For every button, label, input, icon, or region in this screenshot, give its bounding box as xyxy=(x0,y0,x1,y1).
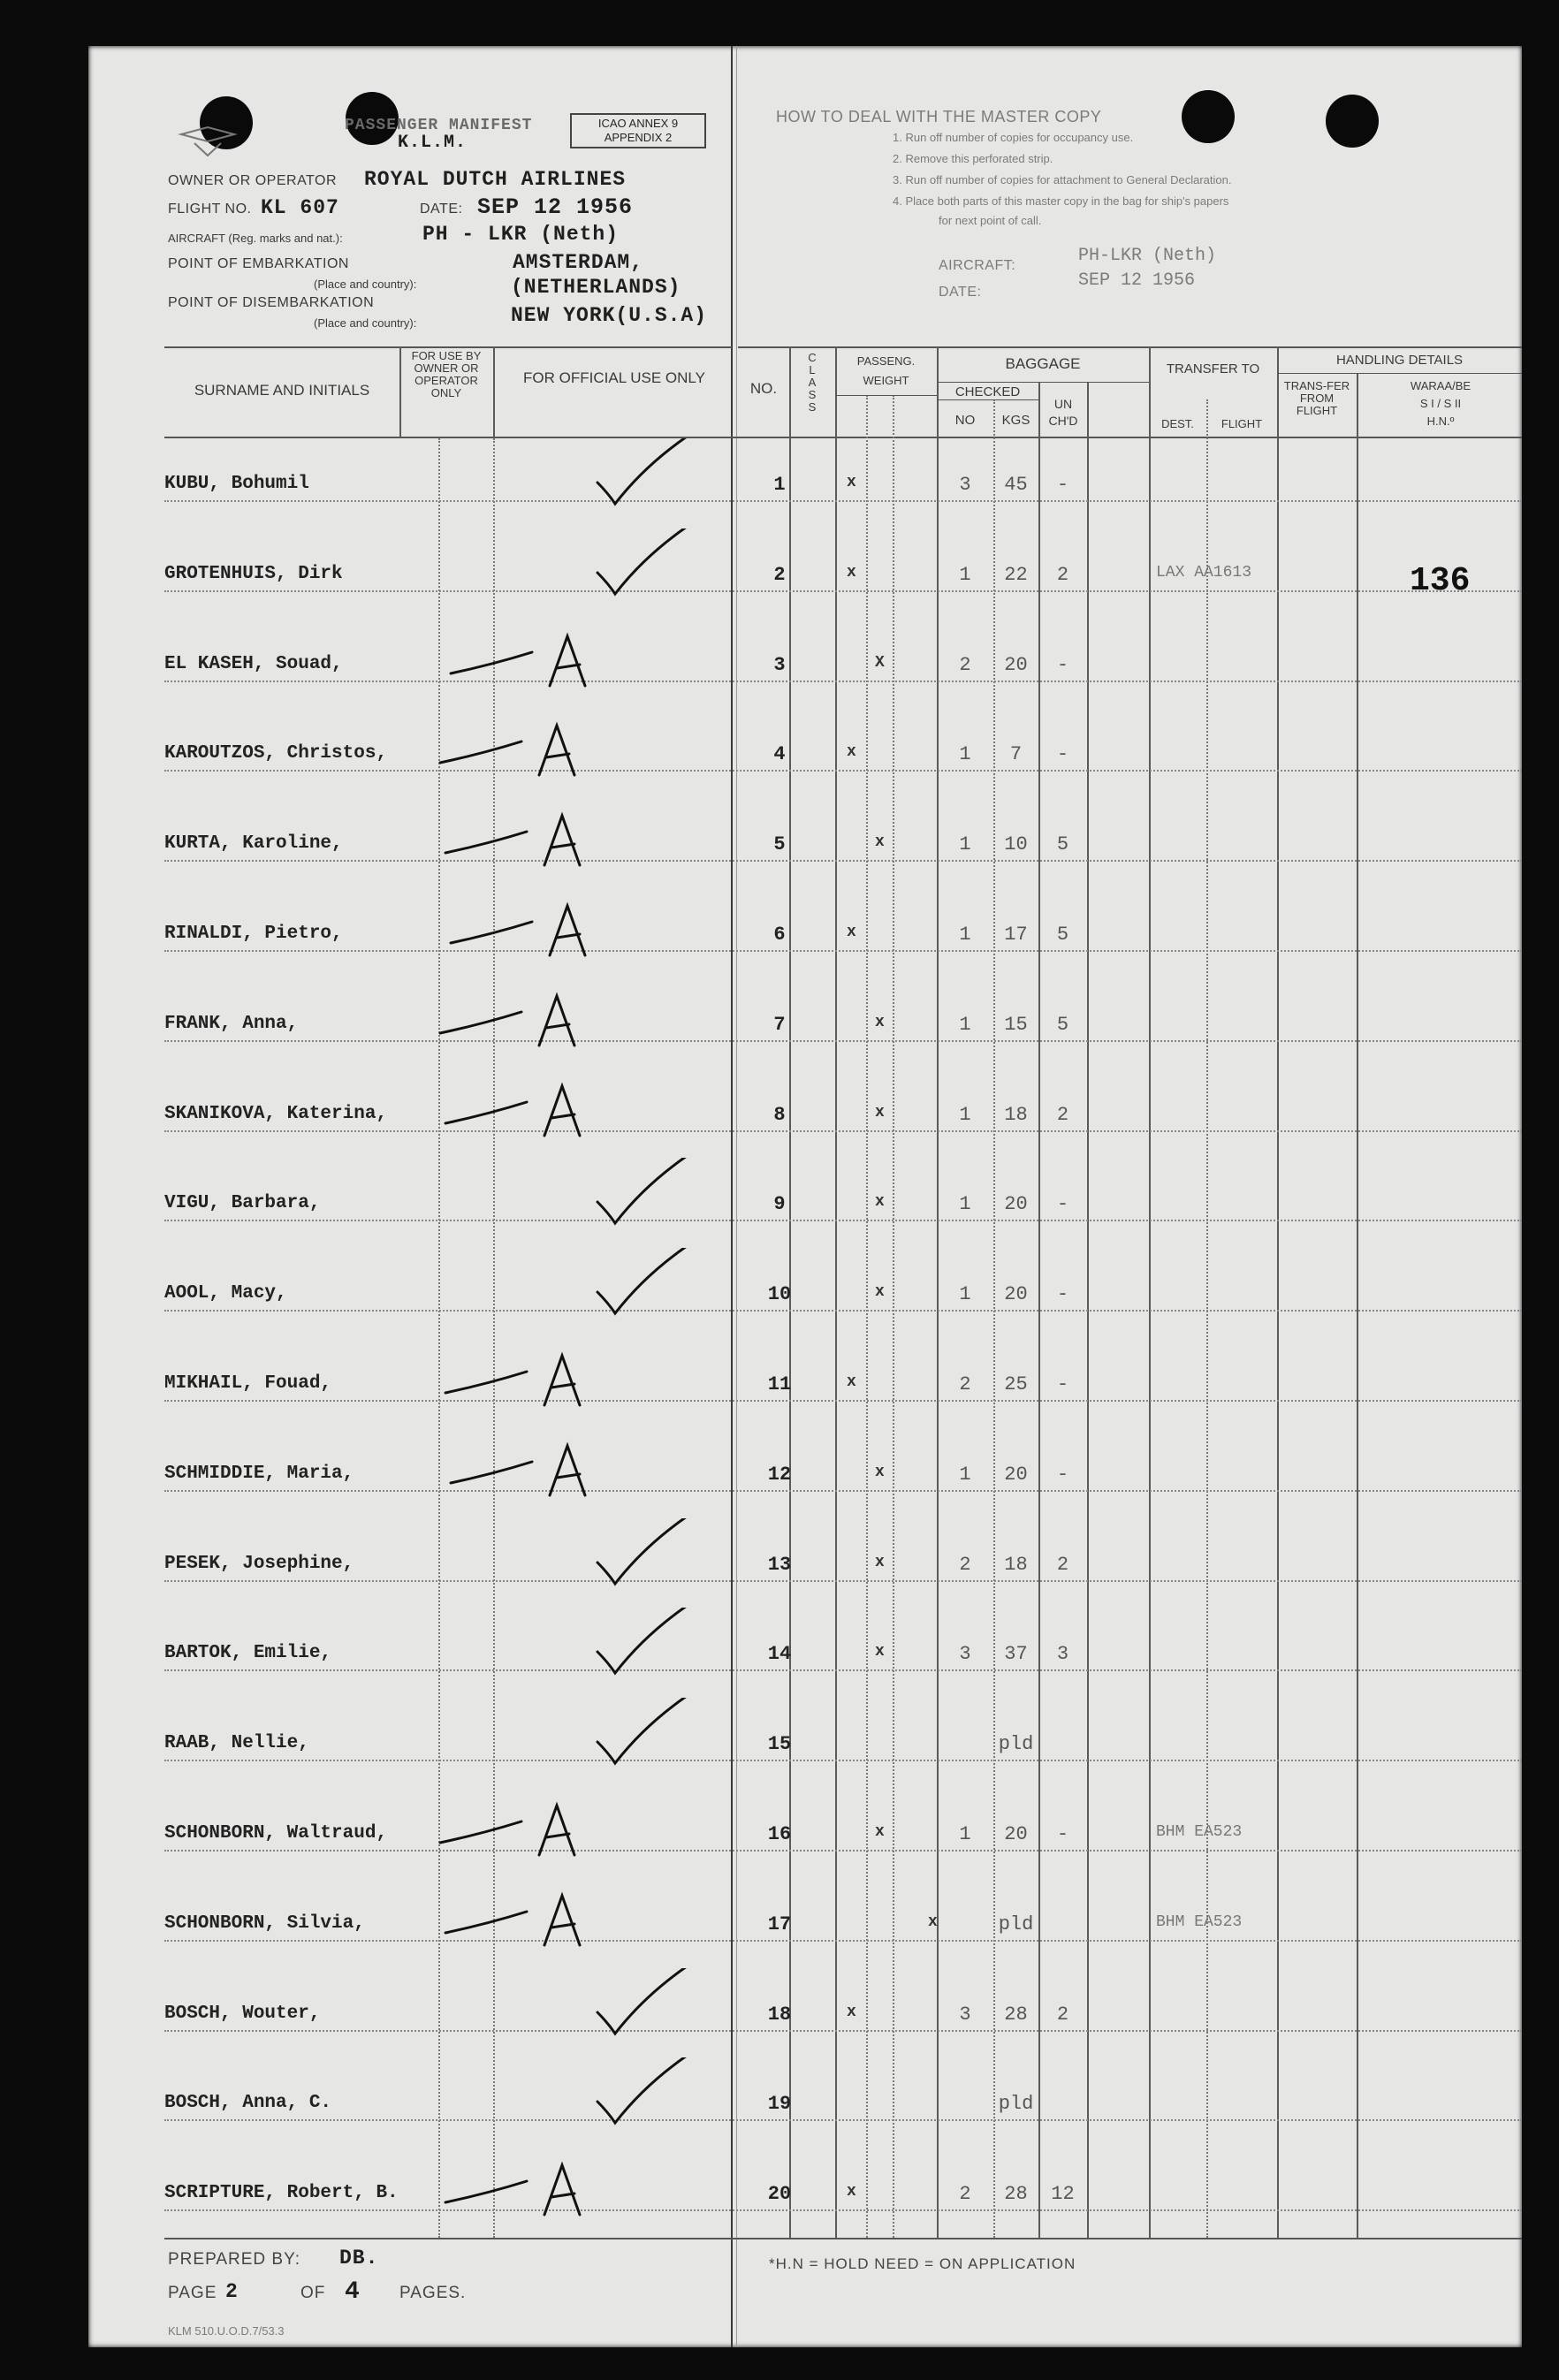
unchecked-count: - xyxy=(1056,743,1069,766)
disembark-value: NEW YORK(U.S.A) xyxy=(511,304,708,327)
passeng-mark: x xyxy=(847,2003,856,2021)
punch-hole xyxy=(1182,90,1235,143)
unchecked-count: - xyxy=(1056,1283,1069,1306)
transfer-info: BHM EA523 xyxy=(1156,1823,1243,1841)
handwritten-check-icon xyxy=(566,1248,734,1334)
table-row xyxy=(88,1878,1522,1965)
header-transfer-from: TRANS-FER FROM FLIGHT xyxy=(1283,379,1350,417)
table-row xyxy=(88,2057,1522,2144)
handwritten-check-icon xyxy=(566,1518,734,1605)
header-handling: HANDLING DETAILS xyxy=(1335,353,1464,368)
col-line xyxy=(493,346,495,438)
row-rule xyxy=(164,590,1522,592)
table-bottom-rule xyxy=(164,2238,1522,2239)
passenger-name: BARTOK, Emilie, xyxy=(164,1643,332,1664)
prepared-by-value: DB. xyxy=(339,2247,379,2270)
row-rule xyxy=(164,1760,1522,1761)
row-rule xyxy=(164,770,1522,772)
handwritten-check-icon xyxy=(566,1608,734,1694)
baggage-count: 1 xyxy=(959,1103,971,1126)
row-number: 16 xyxy=(767,1823,792,1845)
annex-line2: APPENDIX 2 xyxy=(604,131,673,144)
instructions-date-value: SEP 12 1956 xyxy=(1078,270,1196,291)
header-hn: H.N.º xyxy=(1426,414,1455,428)
table-row xyxy=(88,1698,1522,1784)
baggage-sub-rule xyxy=(937,382,1149,383)
row-number: 2 xyxy=(773,563,786,586)
unchecked-count: 2 xyxy=(1056,1553,1069,1576)
header-transfer: TRANSFER TO xyxy=(1166,361,1260,376)
baggage-kgs: 22 xyxy=(1004,563,1028,586)
handwritten-check-icon xyxy=(566,528,734,615)
passenger-name: GROTENHUIS, Dirk xyxy=(164,563,343,584)
table-row xyxy=(88,1788,1522,1874)
handwritten-a-mark xyxy=(444,888,612,975)
manifest-sheet xyxy=(88,46,1522,2347)
baggage-kgs: 20 xyxy=(1004,1283,1028,1306)
header-baggage: BAGGAGE xyxy=(1005,355,1081,372)
header-passeng: PASSENG. xyxy=(856,354,916,368)
flight-label: FLIGHT NO. xyxy=(168,202,252,217)
handwritten-a-mark xyxy=(444,1428,612,1515)
unchecked-count: 3 xyxy=(1056,1643,1069,1666)
disembark-sub: (Place and country): xyxy=(314,316,417,330)
unchecked-count: - xyxy=(1056,1463,1069,1486)
baggage-count: 1 xyxy=(959,743,971,766)
disembark-label: POINT OF DISEMBARKATION xyxy=(168,295,375,310)
passenger-name: MIKHAIL, Fouad, xyxy=(164,1373,332,1394)
passenger-name: SCHMIDDIE, Maria, xyxy=(164,1463,354,1484)
unchecked-count: - xyxy=(1056,474,1069,496)
header-dest: DEST. xyxy=(1161,417,1194,430)
unchecked-count: 5 xyxy=(1056,833,1069,856)
header-flight: FLIGHT xyxy=(1221,417,1263,430)
baggage-kgs: 10 xyxy=(1004,833,1028,856)
table-row xyxy=(88,619,1522,705)
passenger-name: VIGU, Barbara, xyxy=(164,1193,321,1214)
annex-line1: ICAO ANNEX 9 xyxy=(597,117,679,130)
baggage-kgs: 28 xyxy=(1004,2183,1028,2206)
handwritten-check-icon xyxy=(566,1968,734,2055)
table-row xyxy=(88,798,1522,885)
baggage-count: 2 xyxy=(959,653,971,676)
passeng-sub-rule xyxy=(835,395,937,396)
passeng-mark: x xyxy=(875,1013,885,1031)
table-row xyxy=(88,1158,1522,1244)
passenger-name: PESEK, Josephine, xyxy=(164,1553,354,1574)
form-code: KLM 510.U.O.D.7/53.3 xyxy=(168,2324,285,2338)
row-number: 14 xyxy=(767,1643,792,1666)
handwritten-a-mark xyxy=(438,1338,606,1425)
header-unchd: UN CH'D xyxy=(1048,397,1078,428)
passeng-mark: x xyxy=(847,924,856,941)
passeng-mark: x xyxy=(875,1103,885,1122)
baggage-count: 2 xyxy=(959,2183,971,2206)
passeng-mark: x xyxy=(847,2183,856,2201)
embark-label: POINT OF EMBARKATION xyxy=(168,256,349,271)
baggage-kgs: 20 xyxy=(1004,1193,1028,1216)
instruction-item-4: 4. Place both parts of this master copy in the bag for ship's papers xyxy=(893,194,1229,208)
row-number: 12 xyxy=(767,1463,792,1486)
unchecked-count: - xyxy=(1056,1823,1069,1845)
row-rule xyxy=(164,1669,1522,1671)
header-kgs: KGS xyxy=(1001,413,1030,428)
row-rule xyxy=(164,1490,1522,1492)
passenger-name: EL KASEH, Souad, xyxy=(164,653,343,674)
baggage-count: 3 xyxy=(959,1643,971,1666)
instructions-aircraft-label: AIRCRAFT: xyxy=(939,258,1016,273)
passeng-mark: x xyxy=(875,1283,885,1302)
row-number: 3 xyxy=(773,653,786,676)
baggage-count: 1 xyxy=(959,1463,971,1486)
instruction-item-2: 2. Remove this perforated strip. xyxy=(893,152,1053,165)
baggage-kgs: 18 xyxy=(1004,1103,1028,1126)
row-rule xyxy=(164,2030,1522,2032)
passenger-name: SCHONBORN, Waltraud, xyxy=(164,1823,388,1844)
row-number: 11 xyxy=(767,1373,792,1395)
instructions-aircraft-value: PH-LKR (Neth) xyxy=(1078,246,1217,266)
instruction-item-1: 1. Run off number of copies for occupancy use. xyxy=(893,131,1134,144)
table-row xyxy=(88,1338,1522,1425)
page-value: 2 xyxy=(225,2280,239,2303)
passeng-mark: x xyxy=(875,1823,885,1841)
handwritten-a-mark xyxy=(433,1788,601,1874)
handwritten-page-number: 136 xyxy=(1410,562,1471,600)
embark-value-1: AMSTERDAM, xyxy=(513,251,644,274)
handwritten-a-mark xyxy=(433,978,601,1065)
passenger-name: BOSCH, Anna, C. xyxy=(164,2093,332,2114)
header-official: FOR OFFICIAL USE ONLY xyxy=(523,369,705,386)
baggage-count: 3 xyxy=(959,2003,971,2026)
row-number: 10 xyxy=(767,1283,792,1306)
passenger-name: KAROUTZOS, Christos, xyxy=(164,743,388,764)
handwritten-a-mark xyxy=(438,798,606,885)
unchecked-count: 12 xyxy=(1051,2183,1075,2206)
row-number: 19 xyxy=(767,2093,792,2116)
handwritten-a-mark xyxy=(438,2148,606,2234)
passeng-mark: x xyxy=(875,833,885,852)
passenger-name: SCRIPTURE, Robert, B. xyxy=(164,2183,399,2204)
passeng-mark: x xyxy=(928,1912,938,1931)
baggage-count: 1 xyxy=(959,563,971,586)
row-rule xyxy=(164,950,1522,952)
date-label: DATE: xyxy=(420,202,463,217)
baggage-kgs: pld xyxy=(998,1733,1034,1756)
header-owner-use: FOR USE BY OWNER OR OPERATOR ONLY xyxy=(411,349,482,399)
row-number: 8 xyxy=(773,1103,786,1126)
handling-sub-rule xyxy=(1277,373,1522,374)
header-weight: WEIGHT xyxy=(863,374,909,387)
baggage-kgs: 20 xyxy=(1004,1463,1028,1486)
prepared-by-label: PREPARED BY: xyxy=(168,2250,300,2269)
row-number: 13 xyxy=(767,1553,792,1576)
transfer-info: LAX AA1613 xyxy=(1156,563,1252,582)
passenger-name: KURTA, Karoline, xyxy=(164,833,343,855)
unchecked-count: 5 xyxy=(1056,924,1069,946)
row-rule xyxy=(164,1130,1522,1132)
handwritten-a-mark xyxy=(444,619,612,705)
passeng-mark: x xyxy=(875,1463,885,1481)
unchecked-count: 5 xyxy=(1056,1013,1069,1036)
embark-sub: (Place and country): xyxy=(314,278,417,291)
passenger-name: KUBU, Bohumil xyxy=(164,474,309,494)
table-row xyxy=(88,708,1522,795)
owner-label: OWNER OR OPERATOR xyxy=(168,173,338,188)
passeng-mark: X xyxy=(875,653,885,672)
header-surname: SURNAME AND INITIALS xyxy=(194,382,370,399)
carrier-abbr: K.L.M. xyxy=(398,133,468,153)
embark-value-2: (NETHERLANDS) xyxy=(511,276,681,299)
unchecked-count: - xyxy=(1056,1373,1069,1395)
baggage-kgs: 45 xyxy=(1004,474,1028,496)
baggage-count: 2 xyxy=(959,1553,971,1576)
unchecked-count: - xyxy=(1056,653,1069,676)
baggage-kgs: 15 xyxy=(1004,1013,1028,1036)
row-number: 15 xyxy=(767,1733,792,1756)
of-value: 4 xyxy=(345,2278,361,2306)
table-row xyxy=(88,2148,1522,2234)
instructions-title: HOW TO DEAL WITH THE MASTER COPY xyxy=(776,108,1102,125)
aircraft-value: PH - LKR (Neth) xyxy=(422,223,620,246)
header-class: CLASS xyxy=(808,351,817,414)
table-row xyxy=(88,528,1522,615)
baggage-kgs: pld xyxy=(998,2093,1034,2116)
table-top-rule xyxy=(164,346,732,348)
baggage-count: 1 xyxy=(959,1283,971,1306)
handwritten-a-mark xyxy=(438,1068,606,1155)
row-rule xyxy=(164,681,1522,682)
row-number: 20 xyxy=(767,2183,792,2206)
passeng-mark: x xyxy=(875,1553,885,1571)
aircraft-label: AIRCRAFT (Reg. marks and nat.): xyxy=(168,232,343,245)
date-value: SEP 12 1956 xyxy=(477,194,634,220)
row-rule xyxy=(164,1040,1522,1042)
passenger-name: BOSCH, Wouter, xyxy=(164,2003,321,2024)
baggage-count: 1 xyxy=(959,833,971,856)
handwritten-check-icon xyxy=(566,438,734,525)
handwritten-check-icon xyxy=(566,1158,734,1244)
passenger-name: RAAB, Nellie, xyxy=(164,1733,309,1754)
passeng-mark: x xyxy=(847,1373,856,1391)
legend: *H.N = HOLD NEED = ON APPLICATION xyxy=(769,2255,1076,2272)
row-number: 5 xyxy=(773,833,786,856)
unchecked-count: 2 xyxy=(1056,1103,1069,1126)
table-row xyxy=(88,888,1522,975)
manifest-title: PASSENGER MANIFEST xyxy=(345,117,533,134)
row-number: 17 xyxy=(767,1912,792,1935)
baggage-kgs: 37 xyxy=(1004,1643,1028,1666)
row-rule xyxy=(164,2119,1522,2121)
table-top-rule-right xyxy=(738,346,1522,348)
baggage-count: 1 xyxy=(959,1013,971,1036)
baggage-count: 3 xyxy=(959,474,971,496)
baggage-kgs: 20 xyxy=(1004,653,1028,676)
baggage-kgs: 28 xyxy=(1004,2003,1028,2026)
instruction-item-3: 3. Run off number of copies for attachment to General Declaration. xyxy=(893,173,1232,186)
handwritten-a-mark xyxy=(433,708,601,795)
baggage-kgs: 20 xyxy=(1004,1823,1028,1845)
passeng-mark: x xyxy=(875,1193,885,1212)
row-number: 9 xyxy=(773,1193,786,1216)
table-row xyxy=(88,1248,1522,1334)
row-number: 6 xyxy=(773,924,786,946)
pages-label: PAGES. xyxy=(399,2284,467,2302)
row-number: 7 xyxy=(773,1013,786,1036)
passeng-mark: x xyxy=(847,563,856,582)
annex-box xyxy=(570,113,706,148)
passenger-name: SCHONBORN, Silvia, xyxy=(164,1912,365,1934)
of-label: OF xyxy=(300,2284,326,2302)
row-rule xyxy=(164,500,1522,502)
passenger-name: FRANK, Anna, xyxy=(164,1013,299,1034)
table-row xyxy=(88,1608,1522,1694)
header-waraa: WARAA/BE xyxy=(1410,379,1472,392)
klm-logo-icon xyxy=(177,124,239,159)
baggage-count: 1 xyxy=(959,1193,971,1216)
table-row xyxy=(88,978,1522,1065)
passenger-name: AOOL, Macy, xyxy=(164,1283,287,1304)
row-number: 4 xyxy=(773,743,786,766)
instructions-date-label: DATE: xyxy=(939,285,982,300)
row-rule xyxy=(164,860,1522,862)
baggage-count: 1 xyxy=(959,1823,971,1845)
flight-value: KL 607 xyxy=(261,196,339,219)
handwritten-check-icon xyxy=(566,2057,734,2144)
table-row xyxy=(88,1968,1522,2055)
table-row xyxy=(88,1518,1522,1605)
passenger-name: SKANIKOVA, Katerina, xyxy=(164,1103,388,1124)
passeng-mark: x xyxy=(847,474,856,491)
row-number: 18 xyxy=(767,2003,792,2026)
row-rule xyxy=(164,2209,1522,2211)
instruction-item-5: for next point of call. xyxy=(939,214,1042,227)
handwritten-check-icon xyxy=(566,1698,734,1784)
table-row xyxy=(88,438,1522,525)
unchecked-count: 2 xyxy=(1056,2003,1069,2026)
row-rule xyxy=(164,1850,1522,1852)
owner-value: ROYAL DUTCH AIRLINES xyxy=(364,168,627,191)
punch-hole xyxy=(1326,95,1379,148)
baggage-count: 1 xyxy=(959,924,971,946)
row-rule xyxy=(164,1580,1522,1582)
row-rule xyxy=(164,1220,1522,1221)
header-no: NO. xyxy=(749,380,778,397)
header-bag-no: NO xyxy=(954,413,976,428)
baggage-kgs: 17 xyxy=(1004,924,1028,946)
row-number: 1 xyxy=(773,474,786,496)
row-rule xyxy=(164,1310,1522,1312)
unchecked-count: 2 xyxy=(1056,563,1069,586)
transfer-info: BHM EA523 xyxy=(1156,1912,1243,1931)
table-row xyxy=(88,1068,1522,1155)
baggage-kgs: 18 xyxy=(1004,1553,1028,1576)
baggage-count: 2 xyxy=(959,1373,971,1395)
passenger-name: RINALDI, Pietro, xyxy=(164,924,343,944)
passeng-mark: x xyxy=(875,1643,885,1661)
baggage-kgs: 7 xyxy=(1009,743,1023,766)
header-s1s2: S I / S II xyxy=(1419,397,1462,410)
unchecked-count: - xyxy=(1056,1193,1069,1216)
row-rule xyxy=(164,1940,1522,1942)
baggage-kgs: 25 xyxy=(1004,1373,1028,1395)
table-row xyxy=(88,1428,1522,1515)
page-label: PAGE xyxy=(168,2284,217,2302)
handwritten-a-mark xyxy=(438,1878,606,1965)
baggage-kgs: pld xyxy=(998,1912,1034,1935)
passeng-mark: x xyxy=(847,743,856,762)
header-checked: CHECKED xyxy=(954,384,1021,399)
row-rule xyxy=(164,1400,1522,1402)
